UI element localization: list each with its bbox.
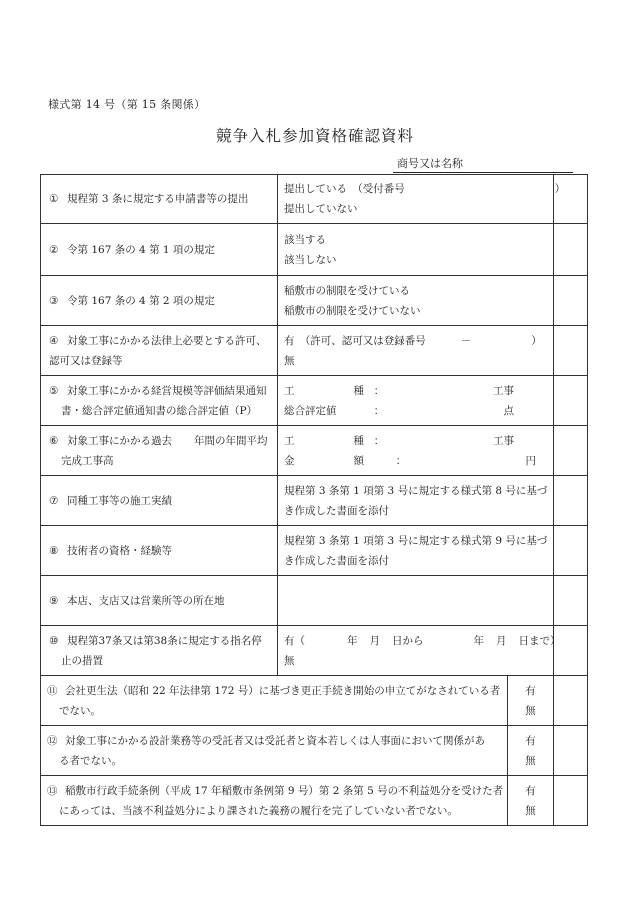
option-text: 提出していない: [284, 203, 358, 215]
row-options[interactable]: [278, 326, 554, 376]
check-cell[interactable]: [554, 476, 588, 526]
row-label-text: 年間の年間平均: [194, 434, 268, 447]
row-options[interactable]: [278, 276, 554, 326]
yes-option[interactable]: 有: [525, 734, 536, 747]
row-number: ⑥: [49, 434, 59, 447]
row-number: ④: [49, 334, 59, 347]
row-number: ⑨: [49, 594, 59, 607]
row-label-text: 規程第 3 条に規定する申請書等の提出: [67, 193, 249, 205]
row-label: [41, 175, 278, 224]
row-label-text: 対象工事にかかる法律上必要とする許可、: [67, 334, 267, 347]
colon: ：: [373, 434, 385, 447]
row-number: ⑬: [47, 784, 58, 797]
colon: ：: [395, 454, 407, 467]
row-label: [41, 276, 278, 326]
option-text: 有: [284, 334, 295, 347]
no-option[interactable]: 無: [525, 754, 536, 767]
option-text: き作成した書面を添付: [284, 554, 389, 567]
field-unit: 円: [525, 454, 536, 467]
field-unit: 工事: [493, 384, 514, 397]
check-cell[interactable]: [554, 576, 588, 626]
table-row: [41, 426, 588, 476]
row-number: ⑩: [49, 634, 59, 647]
check-cell[interactable]: [554, 676, 588, 726]
row-label: [41, 526, 278, 576]
field-unit: 点: [503, 404, 514, 417]
row-number: ⑦: [49, 494, 59, 507]
row-label-text: 止の措置: [61, 654, 103, 667]
option-text: き作成した書面を添付: [284, 504, 389, 517]
table-row: [41, 476, 588, 526]
table-row: [41, 224, 588, 276]
row-options[interactable]: [278, 526, 554, 576]
table-row: [41, 726, 588, 776]
table-row: [41, 276, 588, 326]
row-label-text: 令第 167 条の 4 第 1 項の規定: [67, 243, 215, 256]
company-name-label: 商号又は名称: [397, 157, 463, 170]
field-unit: 工事: [493, 434, 514, 447]
document-title: 競争入札参加資格確認資料: [215, 127, 414, 145]
row-options[interactable]: [278, 224, 554, 276]
row-label: [41, 626, 278, 676]
field-key: 額: [353, 454, 364, 467]
row-statement: [41, 776, 508, 826]
field-key: 種: [353, 434, 364, 447]
row-label-text: 令第 167 条の 4 第 2 項の規定: [67, 294, 215, 307]
option-text: ）: [531, 334, 542, 347]
table-row: [41, 676, 588, 726]
address-field[interactable]: [278, 576, 554, 626]
row-number: ⑤: [49, 384, 59, 397]
date-unit: 日から: [392, 634, 424, 647]
yes-option[interactable]: 有: [525, 684, 536, 697]
row-statement-text: にあっては、当該不利益処分により課された義務の履行を完了していない者でない。: [59, 804, 458, 817]
no-option[interactable]: 無: [525, 704, 536, 717]
option-text: －: [460, 334, 472, 347]
row-label-text: 書・総合評定値通知書の総合評定値（P）: [61, 404, 258, 417]
row-statement-text: でない。: [59, 704, 101, 717]
company-name-field[interactable]: [393, 155, 573, 173]
row-number: ①: [49, 193, 59, 205]
option-text: 有（: [284, 634, 305, 647]
field-key: 種: [353, 384, 364, 397]
row-label: [41, 476, 278, 526]
no-option[interactable]: 無: [525, 804, 536, 817]
table-row: [41, 526, 588, 576]
row-label-text: 完成工事高: [61, 454, 114, 467]
row-number: ②: [49, 243, 59, 256]
date-unit: 年: [473, 634, 484, 647]
table-row: [41, 175, 588, 224]
option-text: （受付番号: [357, 183, 405, 195]
row-statement-text: 会社更生法（昭和 22 年法律第 172 号）に基づき更正手続き開始の申立てがなされている者: [65, 684, 501, 697]
check-cell[interactable]: [554, 276, 588, 326]
option-text: ）: [554, 183, 566, 195]
option-text: 規程第 3 条第 1 項第 3 号に規定する様式第 8 号に基づ: [284, 484, 548, 497]
table-row: [41, 326, 588, 376]
form-number: 様式第 14 号（第 15 条関係）: [48, 98, 206, 111]
colon: ：: [373, 384, 385, 397]
option-text: 該当する: [284, 233, 326, 246]
row-number: ⑧: [49, 544, 59, 557]
table-row: [41, 376, 588, 426]
table-row: [41, 626, 588, 676]
check-cell[interactable]: [554, 376, 588, 426]
date-unit: 月: [369, 634, 380, 647]
row-label: [41, 376, 278, 426]
option-text: 稲敷市の制限を受けている: [284, 284, 410, 297]
row-statement-text: る者でない。: [59, 754, 122, 767]
row-statement: [41, 676, 508, 726]
row-label-text: 技術者の資格・経験等: [67, 544, 172, 557]
row-number: ③: [49, 294, 59, 307]
row-statement: [41, 726, 508, 776]
table-row: [41, 776, 588, 826]
row-label-text: 認可又は登録等: [49, 354, 123, 367]
row-label-text: 本店、支店又は営業所等の所在地: [67, 594, 225, 607]
row-label-text: 対象工事にかかる経営規模等評価結果通知: [67, 384, 267, 397]
field-key: 金: [284, 454, 295, 467]
option-text: 規程第 3 条第 1 項第 3 号に規定する様式第 9 号に基づ: [284, 534, 548, 547]
row-options[interactable]: [278, 426, 554, 476]
row-label: [41, 224, 278, 276]
date-unit: 月: [496, 634, 507, 647]
row-options[interactable]: [278, 626, 561, 676]
row-options[interactable]: [278, 376, 554, 426]
row-statement-text: 対象工事にかかる設計業務等の受託者又は受託者と資本若しくは人事面において関係があ: [65, 734, 485, 747]
date-unit: 年: [347, 634, 358, 647]
colon: ：: [373, 404, 385, 417]
row-statement-text: 稲敷市行政手続条例（平成 17 年稲敷市条例第 9 号）第 2 条第 5 号の不利益処分を受けた者: [65, 784, 504, 797]
row-options[interactable]: [278, 175, 566, 224]
check-cell[interactable]: [554, 776, 588, 826]
row-label: [41, 576, 278, 626]
option-text: 該当しない: [284, 253, 337, 266]
field-key: 工: [284, 384, 295, 397]
field-key: 総合評定値: [284, 404, 337, 417]
row-options[interactable]: [278, 476, 554, 526]
check-cell[interactable]: [554, 526, 588, 576]
check-cell[interactable]: [554, 326, 588, 376]
check-cell[interactable]: [554, 224, 588, 276]
yes-option[interactable]: 有: [525, 784, 536, 797]
option-text: （許可、認可又は登録番号: [305, 334, 426, 347]
table-row: [41, 576, 588, 626]
check-cell[interactable]: [554, 426, 588, 476]
check-cell[interactable]: [554, 726, 588, 776]
yes-no-options[interactable]: [508, 726, 554, 776]
eligibility-table: [40, 174, 588, 826]
option-text: 無: [284, 654, 295, 667]
option-text: 提出している: [284, 183, 347, 195]
row-number: ⑪: [47, 684, 58, 697]
check-cell[interactable]: [554, 626, 588, 676]
row-label-text: 対象工事にかかる過去: [67, 434, 172, 447]
row-label: [41, 426, 278, 476]
row-label-text: 規程第37条又は第38条に規定する指名停: [67, 634, 262, 647]
check-cell[interactable]: [554, 175, 588, 224]
field-key: 工: [284, 434, 295, 447]
yes-no-options[interactable]: [508, 676, 554, 726]
date-unit: 日まで）: [518, 634, 561, 647]
yes-no-options[interactable]: [508, 776, 554, 826]
row-label-text: 同種工事等の施工実績: [67, 494, 172, 507]
option-text: 無: [284, 354, 295, 367]
row-number: ⑫: [47, 734, 58, 747]
row-label: [41, 326, 278, 376]
option-text: 稲敷市の制限を受けていない: [284, 304, 421, 317]
